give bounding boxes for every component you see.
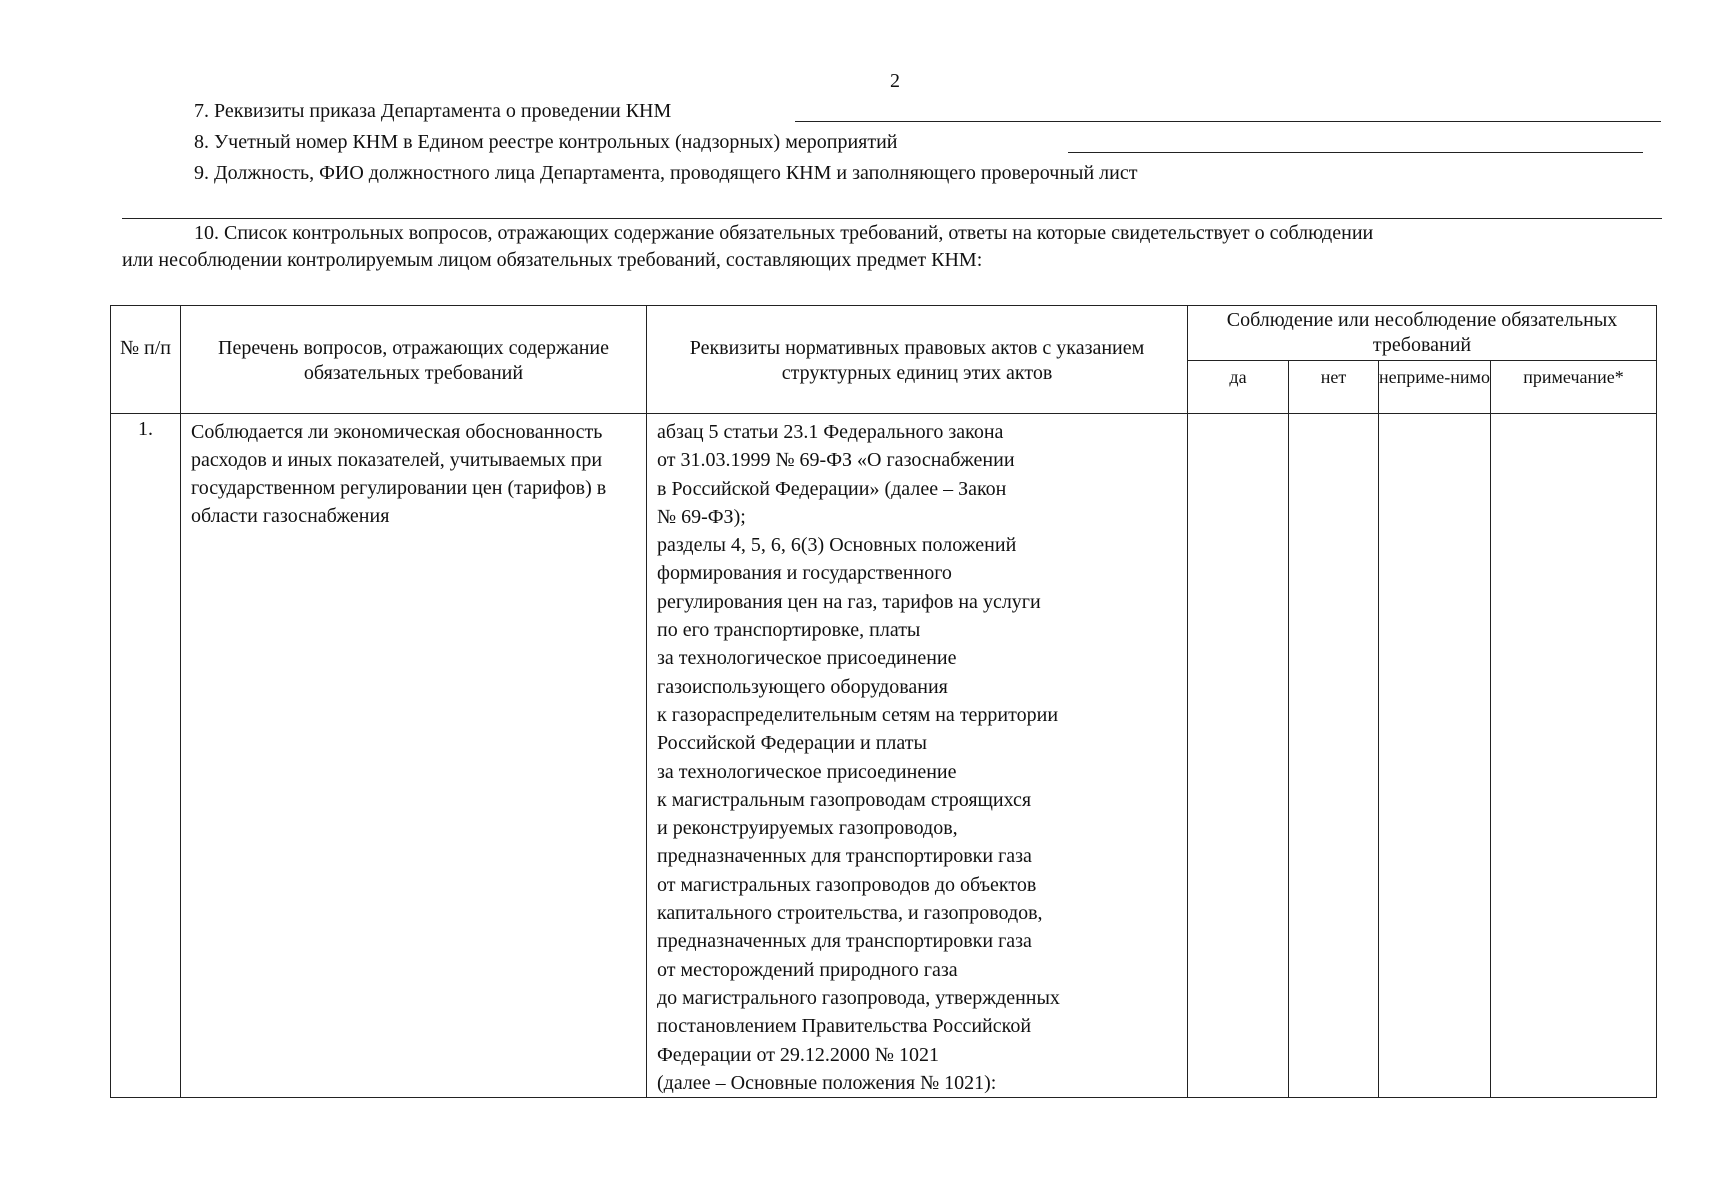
intro-paragraph [122, 220, 1662, 274]
requisite-line: абзац 5 статьи 23.1 Федерального закона [657, 421, 1004, 443]
header-requisites: Реквизиты нормативных правовых актов с указанием структурных единиц этих актов [647, 306, 1188, 414]
requisite-line: предназначенных для транспортировки газа [657, 930, 1032, 953]
requisite-line: Федерации от 29.12.2000 № 1021 [657, 1043, 940, 1066]
field-inspector-blank[interactable] [122, 218, 1662, 219]
cell-not-applicable[interactable] [1379, 414, 1491, 1098]
cell-no[interactable] [1289, 414, 1379, 1098]
requisite-line: от 31.03.1999 № 69-ФЗ «О газоснабжении [657, 449, 1015, 472]
requisite-line: к магистральным газопроводам строящихся [657, 788, 1032, 811]
requisite-line: (далее – Основные положения № 1021): [657, 1071, 997, 1094]
table-row [111, 414, 1657, 1098]
header-yes: да [1188, 361, 1289, 414]
requisite-line: постановлением Правительства Российской [657, 1015, 1032, 1038]
requisite-line: предназначенных для транспортировки газа [657, 845, 1032, 868]
row-requisites [647, 414, 1188, 1098]
header-not-applicable: неприме-нимо [1379, 361, 1491, 414]
checklist-table [110, 305, 1657, 1098]
header-note: примечание* [1491, 361, 1657, 414]
intro-line-1: 10. Список контрольных вопросов, отражающих содержание обязательных требований, ответы на которые свидетельствует о соблюдении [194, 222, 1374, 244]
header-questions: Перечень вопросов, отражающих содержание обязательных требований [181, 306, 647, 414]
requisite-line: к газораспределительным сетям на территории [657, 703, 1059, 726]
requisite-line: в Российской Федерации» (далее – Закон [657, 477, 1007, 500]
requisite-line: за технологическое присоединение [657, 760, 957, 783]
requisite-line: от месторождений природного газа [657, 958, 958, 981]
row-question: Соблюдается ли экономическая обоснованность расходов и иных показателей, учитываемых при государственном регулировании цен (тарифов) в области газоснабжения [181, 414, 647, 1098]
cell-yes[interactable] [1188, 414, 1289, 1098]
field-registry-number: 8. Учетный номер КНМ в Едином реестре контрольных (надзорных) мероприятий [194, 131, 898, 153]
requisite-line: от магистральных газопроводов до объектов [657, 873, 1037, 896]
header-compliance-group: Соблюдение или несоблюдение обязательных требований [1188, 306, 1657, 361]
row-number: 1. [111, 414, 181, 1098]
requisite-line: и реконструируемых газопроводов, [657, 817, 958, 840]
field-order-requisites: 7. Реквизиты приказа Департамента о проведении КНМ [194, 100, 672, 122]
requisite-line: разделы 4, 5, 6, 6(3) Основных положений [657, 534, 1017, 557]
field-inspector: 9. Должность, ФИО должностного лица Департамента, проводящего КНМ и заполняющего проверочный лист [194, 162, 1138, 184]
field-order-requisites-blank[interactable] [795, 121, 1661, 122]
requisite-line: до магистрального газопровода, утвержденных [657, 986, 1060, 1009]
page-number: 2 [890, 70, 900, 92]
intro-line-2: или несоблюдении контролируемым лицом обязательных требований, составляющих предмет КНМ: [122, 249, 983, 271]
requisite-line: капитального строительства, и газопроводов, [657, 902, 1043, 925]
cell-note[interactable] [1491, 414, 1657, 1098]
header-num: № п/п [111, 306, 181, 414]
header-no: нет [1289, 361, 1379, 414]
requisite-line: за технологическое присоединение [657, 647, 957, 670]
requisite-line: по его транспортировке, платы [657, 619, 921, 642]
requisite-line: газоиспользующего оборудования [657, 675, 948, 698]
requisite-line: № 69-ФЗ); [657, 505, 746, 528]
requisite-line: регулирования цен на газ, тарифов на услуги [657, 590, 1041, 613]
field-registry-number-blank[interactable] [1068, 152, 1643, 153]
requisite-line: формирования и государственного [657, 562, 952, 585]
requisite-line: Российской Федерации и платы [657, 732, 927, 755]
